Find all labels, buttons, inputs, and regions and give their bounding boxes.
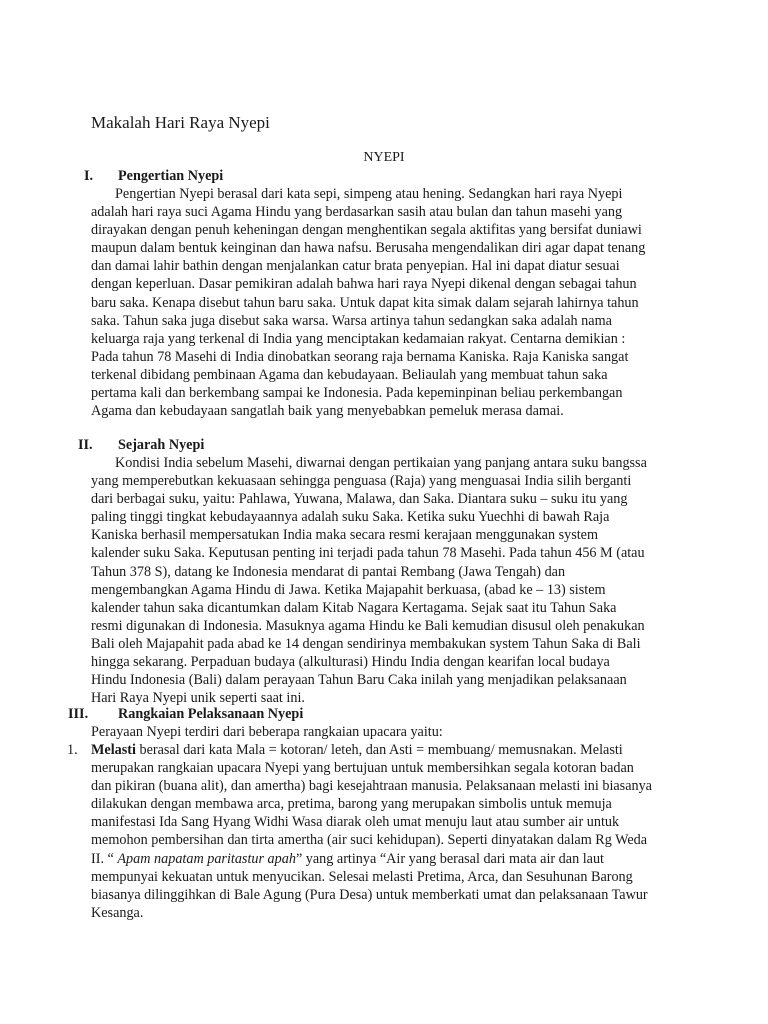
section-1-paragraph [91, 185, 647, 420]
list-item-term: Melasti [91, 742, 136, 758]
section-1-title: Pengertian Nyepi [118, 168, 224, 184]
list-item-body [91, 741, 657, 922]
section-1-text: Pengertian Nyepi berasal dari kata sepi, simpeng atau hening. Sedangkan hari raya Nyepi adalah hari raya suci Agama Hindu yang berdasarkan sasih atau bulan dan tahun masehi yang dirayakan dengan penuh keheningan dengan menghentikan segala aktifitas yang bersifat duniawi maupun dalam bentuk keinginan dan hawa nafsu. Berusaha mengendalikan diri agar dapat tenang dan damai lahir bathin dengan menjalankan catur brata penyepian. Hal ini dapat diatur sesuai dengan keperluan. Dasar pemikiran adalah bahwa hari raya Nyepi dikenal dengan sebagai tahun baru saka. Kenapa disebut tahun baru saka. Untuk dapat kita simak dalam sejarah lahirnya tahun saka. Tahun saka juga disebut saka warsa. Warsa artinya tahun sedangkan saka adalah nama keluarga raja yang terkenal di India yang menciptakan kedamaian rakyat. Centarna demikian : Pada tahun 78 Masehi di India dinobatkan seorang raja bernama Kaniska. Raja Kaniska sangat terkenal dibidang pembinaan Agama dan kebudayaan. Beliaulah yang membuat tahun saka pertama kali dan berkembang sampai ke Indonesia. Pada kepeminpinan beliau perkembangan Agama dan kebudayaan sangatlah baik yang menyebabkan pemeluk merasa damai. [91, 186, 646, 420]
section-3-text: Perayaan Nyepi terdiri dari beberapa rangkaian upacara yaitu: [91, 724, 443, 740]
main-title: NYEPI [363, 150, 405, 165]
section-1-number: I. [84, 168, 94, 184]
document-title: Makalah Hari Raya Nyepi [91, 113, 270, 132]
list-item-text-a: berasal dari kata Mala = kotoran/ leteh, dan Asti = membuang/ memusnakan. Melasti merupakan rangkaian upacara Nyepi yang bertujuan untuk membersihkan segala kotoran badan dan pikiran (buana alit), dan amertha) bagi kesejahtraan manusia. Pelaksanaan melasti ini biasanya dilakukan dengan membawa arca, pretima, barong yang merupakan simbolis untuk memuja manifestasi Ida Sang Hyang Widhi Wasa diarak oleh umat menuju laut atau sumber air untuk memohon pembersihan dan tirta amertha (air suci kehidupan). Seperti dinyatakan dalam Rg Weda II. “ [91, 742, 652, 867]
section-2-paragraph [91, 454, 647, 707]
section-2-text: Kondisi India sebelum Masehi, diwarnai dengan pertikaian yang panjang antara suku bangssa yang memperebutkan kekuasaan sehingga penguasa (Raja) yang menguasai India silih berganti dari berbagai suku, yaitu: Pahlawa, Yuwana, Malawa, dan Saka. Diantara suku – suku itu yang paling tinggi tingkat kebudayaannya adalah suku Saka. Ketika suku Yuechhi di bawah Raja Kaniska berhasil mempersatukan India maka secara resmi kerajaan menggunakan system kalender suku Saka. Keputusan penting ini terjadi pada tahun 78 Masehi. Pada tahun 456 M (atau Tahun 378 S), datang ke Indonesia mendarat di pantai Rembang (Jawa Tengah) dan mengembangkan Agama Hindu di Jawa. Ketika Majapahit berkuasa, (abad ke – 13) sistem kalender tahun saka dicantumkan dalam Kitab Nagara Kertagama. Sejak saat itu Tahun Saka resmi digunakan di Indonesia. Masuknya agama Hindu ke Bali kemudian disusul oleh penakukan Bali oleh Majapahit pada abad ke 14 dengan sendirinya membakukan system Tahun Saka di Bali hingga sekarang. Perpaduan budaya (alkulturasi) Hindu India dengan kearifan local budaya Hindu Indonesia (Bali) dalam perayaan Tahun Baru Caka inilah yang menjadikan pelaksanaan Hari Raya Nyepi unik seperti saat ini. [91, 455, 647, 707]
section-3-title: Rangkaian Pelaksanaan Nyepi [118, 706, 304, 722]
list-item-text-b: ” yang artinya “Air yang berasal dari mata air dan laut mempunyai kekuatan untuk menyucikan. Selesai melasti Pretima, Arca, dan Sesuhunan Barong biasanya dilinggihkan di Bale Agung (Pura Desa) untuk memberkati umat dan pelaksanaan Tawur Kesanga. [91, 850, 648, 921]
list-item-quote: Apam napatam paritastur apah [117, 850, 296, 867]
list-item-number: 1. [67, 742, 78, 758]
list-item [67, 741, 657, 922]
section-3-intro [91, 723, 647, 741]
section-2-number: II. [78, 437, 93, 453]
section-2-title: Sejarah Nyepi [118, 437, 205, 453]
section-3-number: III. [68, 706, 89, 722]
